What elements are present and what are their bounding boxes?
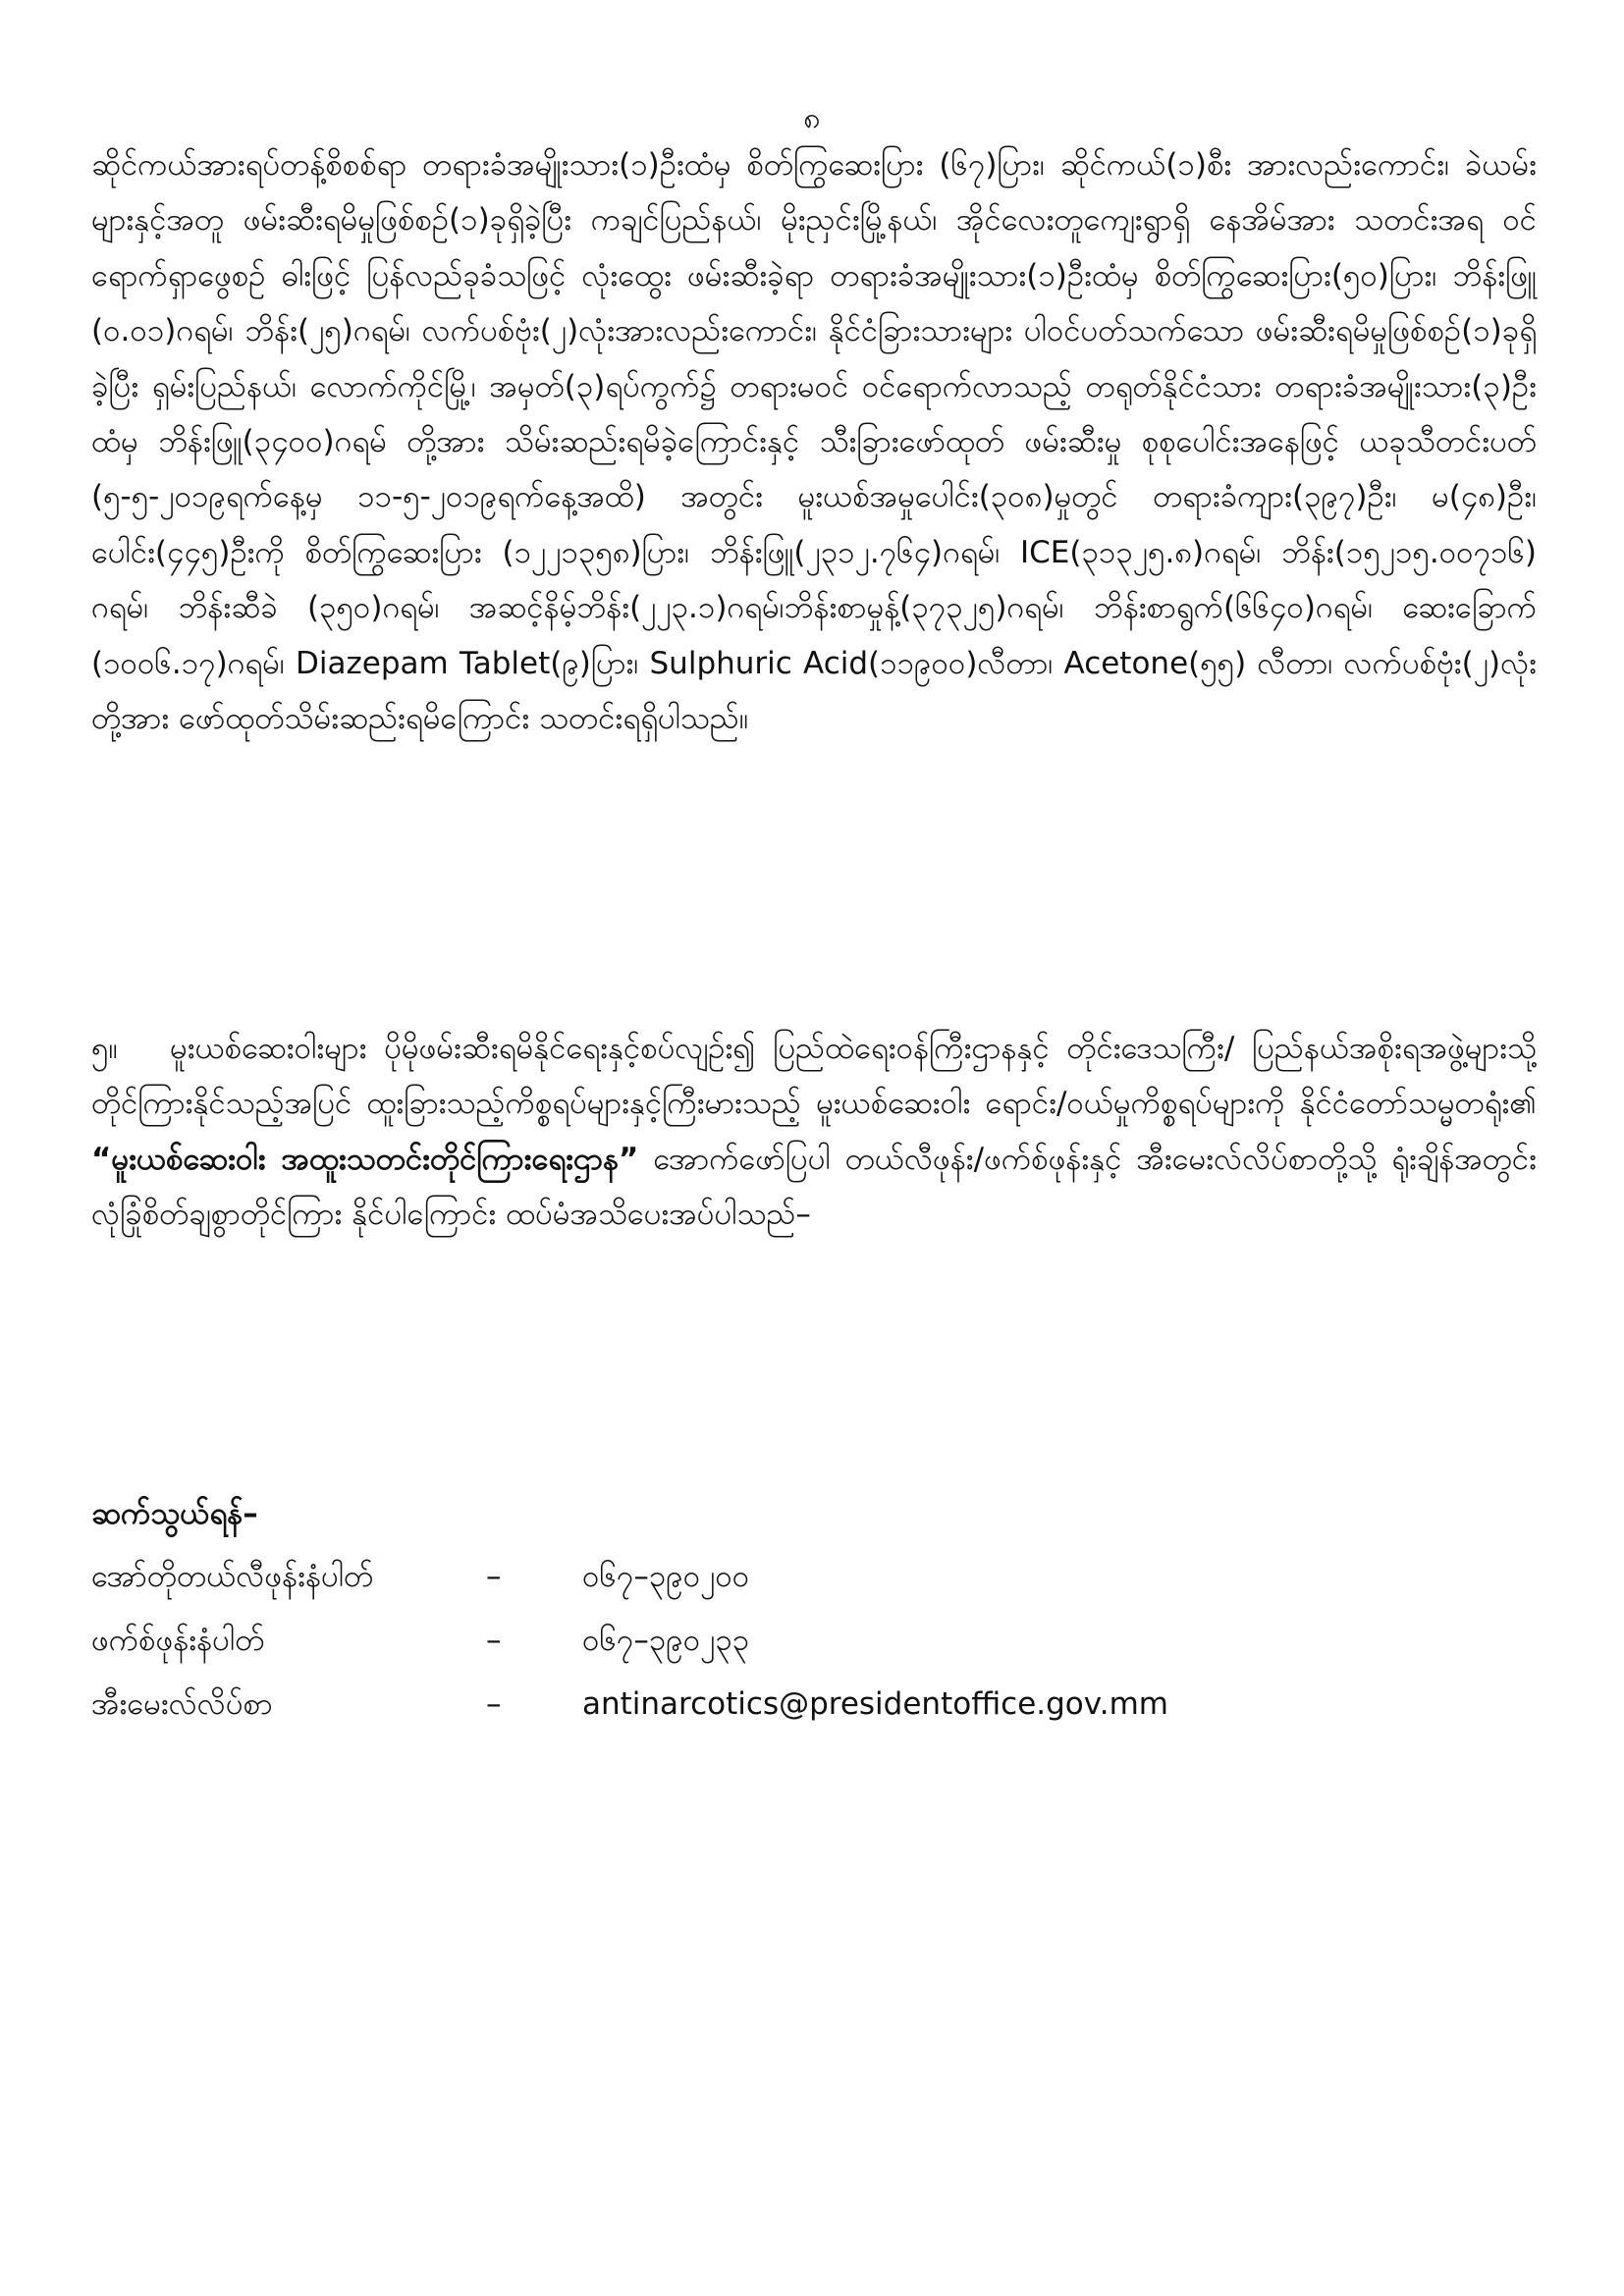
paragraph-2	[91, 1021, 1537, 1243]
paragraph-2-bold-department: “မူးယစ်ဆေးဝါး အထူးသတင်းတိုင်ကြားရေးဌာန”	[91, 1141, 639, 1177]
contact-heading: ဆက်သွယ်ရန်–	[91, 1496, 258, 1531]
contact-label: အော်တိုတယ်လီဖုန်းနံပါတ်	[91, 1559, 374, 1594]
page-number: ၈	[803, 101, 821, 135]
contact-section	[91, 1482, 1466, 1736]
contact-label: အီးမေးလ်လိပ်စာ	[91, 1686, 273, 1722]
contact-dash: –	[486, 1623, 502, 1658]
contact-dash: –	[486, 1559, 502, 1594]
contact-row-auto-phone	[91, 1545, 1466, 1609]
contact-row-email	[91, 1673, 1466, 1736]
paragraph-2-text-after: အောက်ဖော်ပြပါ တယ်လီဖုန်း/ဖက်စ်ဖုန်းနှင့် အီးမေးလ်လိပ်စာတို့သို့ ရုံးချိန်အတွင်း လုံခြုံစိတ်ချစွာတိုင်ကြား နိုင်ပါကြောင်း ထပ်မံအသိပေးအပ်ပါသည်–	[91, 1141, 1537, 1233]
paragraph-2-text-before: မူးယစ်ဆေးဝါးများ ပိုမိုဖမ်းဆီးရမိနိုင်ရေးနှင့်စပ်လျဉ်း၍ ပြည်ထဲရေးဝန်ကြီးဌာနနှင့် တိုင်းဒေသကြီး/ ပြည်နယ်အစိုးရအဖွဲ့များသို့ တိုင်ကြားနိုင်သည့်အပြင် ထူးခြားသည့်ကိစ္စရပ်များနှင့်ကြီးမားသည့် မူးယစ်ဆေးဝါး ရောင်း/ဝယ်မှုကိစ္စရပ်များကို နိုင်ငံတော်သမ္မတရုံး၏	[91, 1031, 1537, 1122]
contact-dash: –	[486, 1686, 502, 1722]
paragraph-1: ဆိုင်ကယ်အားရပ်တန့်စိစစ်ရာ တရားခံအမျိုးသား(၁)ဦးထံမှ စိတ်ကြွဆေးပြား (၆၇)ပြား၊ ဆိုင်ကယ်(၁)စီး အားလည်းကောင်း၊ ခဲယမ်းများနှင့်အတူ ဖမ်းဆီးရမိမှုဖြစ်စဉ်(၁)ခုရှိခဲ့ပြီး ကချင်ပြည်နယ်၊ မိုးညှင်းမြို့နယ်၊ အိုင်လေးတူကျေးရွာရှိ နေအိမ်အား သတင်းအရ ဝင်ရောက်ရှာဖွေစဉ် ဓါးဖြင့် ပြန်လည်ခုခံသဖြင့် လုံးထွေး ဖမ်းဆီးခဲ့ရာ တရားခံအမျိုးသား(၁)ဦးထံမှ စိတ်ကြွဆေးပြား(၅၀)ပြား၊ ဘိန်းဖြူ (၀.၀၁)ဂရမ်၊ ဘိန်း(၂၅)ဂရမ်၊ လက်ပစ်ဗုံး(၂)လုံးအားလည်းကောင်း၊ နိုင်ငံခြားသားများ ပါဝင်ပတ်သက်သော ဖမ်းဆီးရမိမှုဖြစ်စဉ်(၁)ခုရှိခဲ့ပြီး ရှမ်းပြည်နယ်၊ လောက်ကိုင်မြို့၊ အမှတ်(၃)ရပ်ကွက်၌ တရားမဝင် ဝင်ရောက်လာသည့် တရုတ်နိုင်ငံသား တရားခံအမျိုးသား(၃)ဦးထံမှ ဘိန်းဖြူ(၃၄၀၀)ဂရမ် တို့အား သိမ်းဆည်းရမိခဲ့ကြောင်းနှင့် သီးခြားဖော်ထုတ် ဖမ်းဆီးမှု စုစုပေါင်းအနေဖြင့် ယခုသီတင်းပတ် (၅-၅-၂၀၁၉ရက်နေ့မှ ၁၁-၅-၂၀၁၉ရက်နေ့အထိ) အတွင်း မူးယစ်အမှုပေါင်း(၃၀၈)မှုတွင် တရားခံကျား(၃၉၇)ဦး၊ မ(၄၈)ဦး၊ ပေါင်း(၄၄၅)ဦးကို စိတ်ကြွဆေးပြား (၁၂၂၁၃၅၈)ပြား၊ ဘိန်းဖြူ(၂၃၁၂.၇၆၄)ဂရမ်၊ ICE(၃၁၃၂၅.၈)ဂရမ်၊ ဘိန်း(၁၅၂၁၅.၀၀၇၁၆) ဂရမ်၊ ဘိန်းဆီခဲ (၃၅၀)ဂရမ်၊ အဆင့်နိမ့်ဘိန်း(၂၂၃.၁)ဂရမ်၊ဘိန်းစာမှုန့်(၃၇၃၂၅)ဂရမ်၊ ဘိန်းစာရွက်(၆၆၄၀)ဂရမ်၊ ဆေးခြောက် (၁၀၀၆.၁၇)ဂရမ်၊ Diazepam Tablet(၉)ပြား၊ Sulphuric Acid(၁၁၉၀၀)လီတာ၊ Acetone(၅၅) လီတာ၊ လက်ပစ်ဗုံး(၂)လုံးတို့အား ဖော်ထုတ်သိမ်းဆည်းရမိကြောင်း သတင်းရရှိပါသည်။	[91, 147, 1537, 737]
auto-phone-number: ၀၆၇–၃၉၀၂၀၀	[582, 1559, 750, 1594]
paragraph-2-number: ၅။	[91, 1031, 118, 1066]
fax-number: ၀၆၇–၃၉၀၂၃၃	[582, 1623, 750, 1658]
contact-label: ဖက်စ်ဖုန်းနံပါတ်	[91, 1623, 265, 1658]
contact-row-fax	[91, 1609, 1466, 1673]
email-address: antinarcotics@presidentoffice.gov.mm	[582, 1686, 1168, 1722]
